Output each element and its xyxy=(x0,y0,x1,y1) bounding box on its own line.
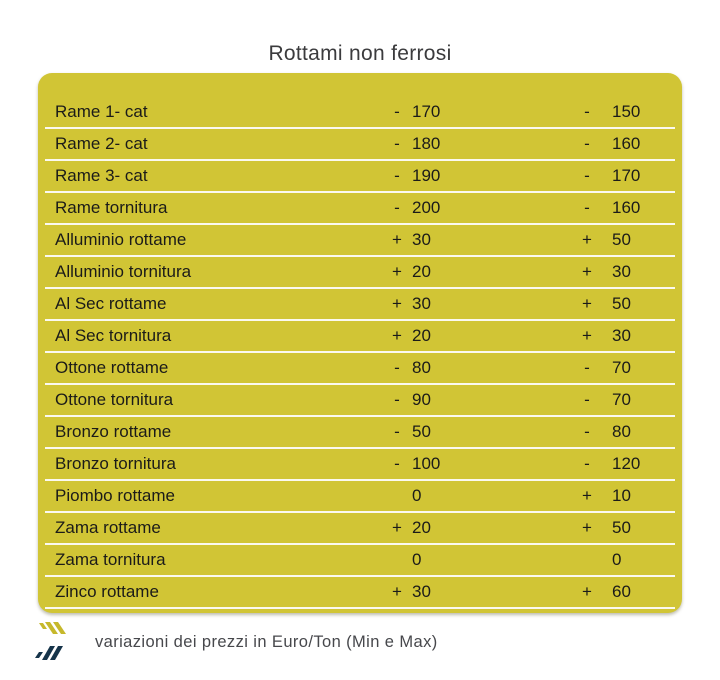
material-label: Bronzo rottame xyxy=(55,422,172,441)
max-value: 30 xyxy=(612,262,631,281)
max-value: 150 xyxy=(612,102,641,121)
max-value: 50 xyxy=(612,294,631,313)
min-sign: - xyxy=(394,166,400,185)
min-sign: - xyxy=(394,454,400,473)
table-row xyxy=(45,225,675,257)
min-sign: - xyxy=(394,390,400,409)
max-value: 60 xyxy=(612,582,631,601)
max-sign: - xyxy=(584,454,590,473)
material-label: Ottone tornitura xyxy=(55,390,174,409)
min-value: 90 xyxy=(412,390,431,409)
footer xyxy=(30,617,690,667)
max-value: 170 xyxy=(612,166,641,185)
footer-caption: variazioni dei prezzi in Euro/Ton (Min e Max) xyxy=(95,632,438,651)
min-sign: - xyxy=(394,358,400,377)
min-sign: - xyxy=(394,134,400,153)
material-label: Bronzo tornitura xyxy=(55,454,176,473)
material-label: Zinco rottame xyxy=(55,582,159,601)
max-sign: - xyxy=(584,166,590,185)
price-table-panel xyxy=(38,73,682,613)
double-slash-logo-icon xyxy=(30,620,70,664)
min-sign: + xyxy=(392,518,402,537)
max-value: 70 xyxy=(612,358,631,377)
min-value: 180 xyxy=(412,134,441,153)
max-sign: + xyxy=(582,230,592,249)
max-sign: + xyxy=(582,326,592,345)
max-sign: - xyxy=(584,358,590,377)
max-sign: + xyxy=(582,262,592,281)
table-row xyxy=(45,161,675,193)
max-sign: + xyxy=(582,582,592,601)
material-label: Ottone rottame xyxy=(55,358,169,377)
min-value: 30 xyxy=(412,582,431,601)
table-row xyxy=(45,97,675,129)
max-value: 160 xyxy=(612,134,641,153)
max-sign: - xyxy=(584,422,590,441)
table-row xyxy=(45,577,675,609)
material-label: Rame tornitura xyxy=(55,198,168,217)
max-value: 10 xyxy=(612,486,631,505)
min-sign: - xyxy=(394,102,400,121)
max-value: 0 xyxy=(612,550,622,569)
material-label: Piombo rottame xyxy=(55,486,175,505)
min-sign: + xyxy=(392,582,402,601)
price-table-body xyxy=(45,97,675,609)
max-value: 80 xyxy=(612,422,631,441)
min-value: 20 xyxy=(412,326,431,345)
material-label: Al Sec rottame xyxy=(55,294,167,313)
table-row xyxy=(45,289,675,321)
page-title: Rottami non ferrosi xyxy=(268,42,452,66)
table-row xyxy=(45,321,675,353)
table-row xyxy=(45,545,675,577)
table-row xyxy=(45,257,675,289)
min-value: 200 xyxy=(412,198,441,217)
material-label: Alluminio rottame xyxy=(55,230,187,249)
min-value: 20 xyxy=(412,518,431,537)
max-sign: - xyxy=(584,390,590,409)
min-sign: + xyxy=(392,262,402,281)
max-value: 30 xyxy=(612,326,631,345)
table-row xyxy=(45,385,675,417)
max-sign: + xyxy=(582,294,592,313)
min-value: 50 xyxy=(412,422,431,441)
min-value: 30 xyxy=(412,230,431,249)
min-value: 80 xyxy=(412,358,431,377)
material-label: Rame 2- cat xyxy=(55,134,148,153)
table-row xyxy=(45,513,675,545)
max-sign: - xyxy=(584,198,590,217)
min-sign: + xyxy=(392,294,402,313)
min-value: 0 xyxy=(412,486,422,505)
min-value: 20 xyxy=(412,262,431,281)
max-value: 50 xyxy=(612,230,631,249)
max-sign: - xyxy=(584,102,590,121)
max-value: 70 xyxy=(612,390,631,409)
material-label: Zama rottame xyxy=(55,518,161,537)
max-value: 120 xyxy=(612,454,641,473)
min-value: 170 xyxy=(412,102,441,121)
table-row xyxy=(45,353,675,385)
min-sign: - xyxy=(394,422,400,441)
min-value: 100 xyxy=(412,454,441,473)
max-sign: - xyxy=(584,134,590,153)
max-value: 160 xyxy=(612,198,641,217)
material-label: Al Sec tornitura xyxy=(55,326,172,345)
table-row xyxy=(45,129,675,161)
max-sign: + xyxy=(582,486,592,505)
material-label: Rame 3- cat xyxy=(55,166,148,185)
material-label: Alluminio tornitura xyxy=(55,262,192,281)
max-sign: + xyxy=(582,518,592,537)
table-row xyxy=(45,417,675,449)
table-row xyxy=(45,481,675,513)
min-value: 0 xyxy=(412,550,422,569)
min-value: 190 xyxy=(412,166,441,185)
max-value: 50 xyxy=(612,518,631,537)
material-label: Rame 1- cat xyxy=(55,102,148,121)
table-row xyxy=(45,449,675,481)
min-sign: + xyxy=(392,326,402,345)
table-row xyxy=(45,193,675,225)
material-label: Zama tornitura xyxy=(55,550,166,569)
min-value: 30 xyxy=(412,294,431,313)
min-sign: - xyxy=(394,198,400,217)
min-sign: + xyxy=(392,230,402,249)
